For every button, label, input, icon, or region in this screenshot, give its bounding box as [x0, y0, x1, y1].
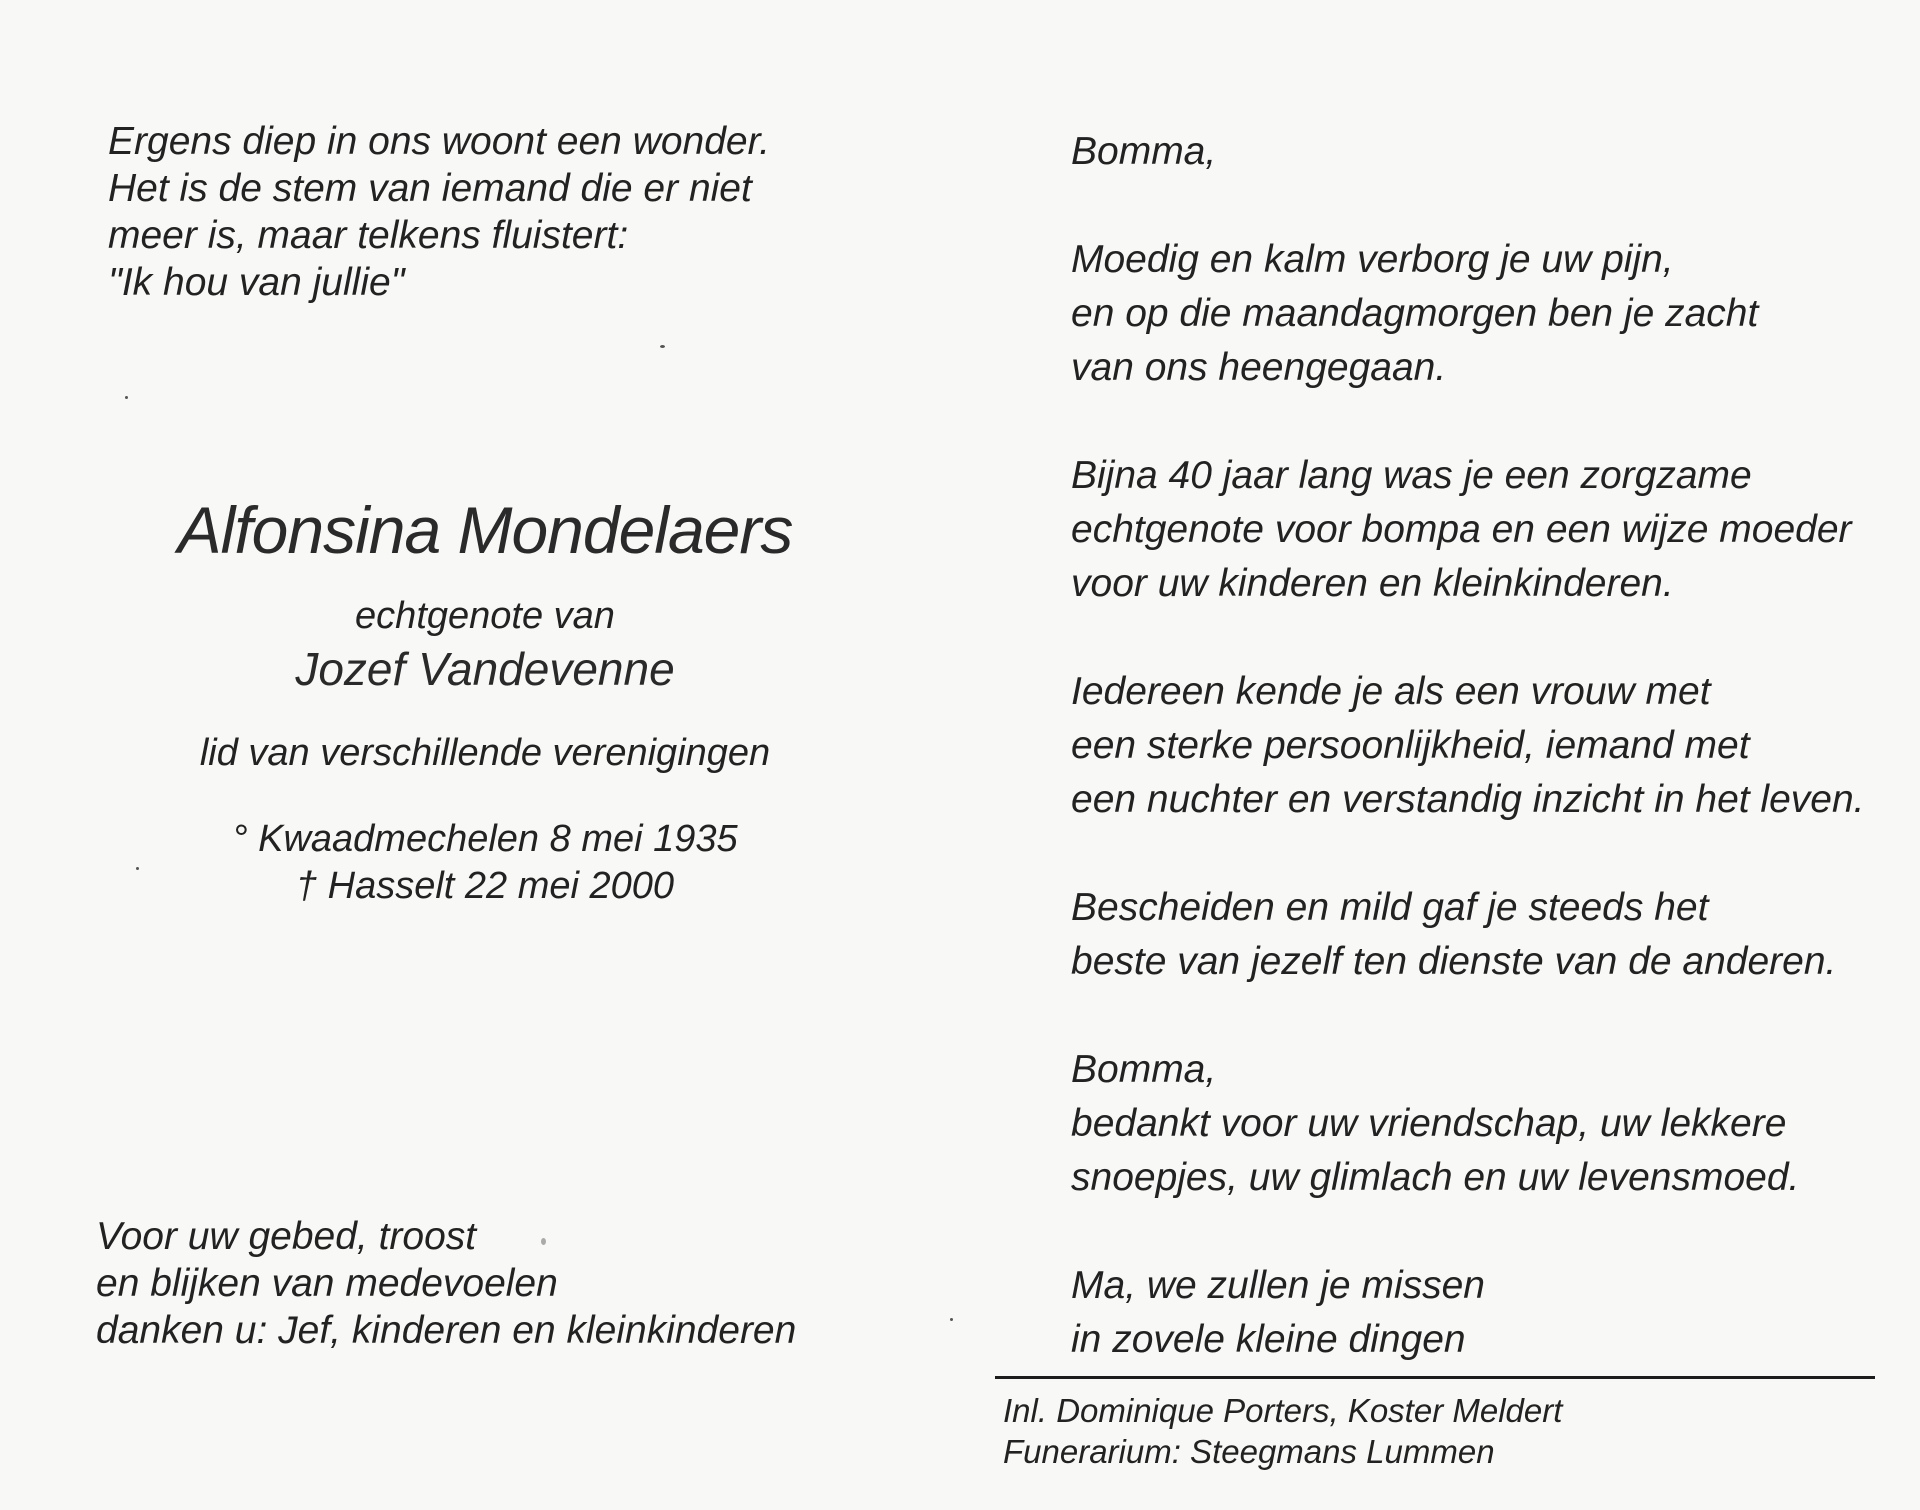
info-credit: Inl. Dominique Porters, Koster Meldert [1003, 1392, 1563, 1429]
message-line: Ma, we zullen je missen [1071, 1264, 1485, 1307]
thanks-line: en blijken van medevoelen [96, 1262, 558, 1305]
scan-speck [950, 1318, 953, 1321]
deceased-info [0, 490, 970, 910]
message-stanza [1071, 1259, 1865, 1367]
scan-speck [125, 396, 128, 399]
message-stanza [1071, 233, 1865, 395]
message-stanza [1071, 665, 1865, 827]
message-stanza [1071, 449, 1865, 611]
spouse-name: Jozef Vandevenne [295, 643, 675, 695]
opening-poem [108, 118, 770, 306]
poem-line: meer is, maar telkens fluistert: [108, 214, 629, 257]
message-line: bedankt voor uw vriendschap, uw lekkere [1071, 1102, 1787, 1145]
message-line: in zovele kleine dingen [1071, 1318, 1466, 1361]
message-line: een nuchter en verstandig inzicht in het leven. [1071, 778, 1865, 821]
divider-rule [995, 1376, 1875, 1379]
poem-line: "Ik hou van jullie" [108, 261, 405, 304]
membership-text: lid van verschillende verenigingen [199, 732, 771, 774]
message-line: Moedig en kalm verborg je uw pijn, [1071, 238, 1674, 281]
birth-date: ° Kwaadmechelen 8 mei 1935 [232, 818, 738, 860]
scan-speck [541, 1238, 546, 1245]
thanks-line: Voor uw gebed, troost [96, 1215, 477, 1258]
message-line: voor uw kinderen en kleinkinderen. [1071, 562, 1674, 605]
thanks-line: danken u: Jef, kinderen en kleinkinderen [96, 1309, 797, 1352]
message-line: Bescheiden en mild gaf je steeds het [1071, 886, 1709, 929]
funeral-home-credit: Funerarium: Steegmans Lummen [1003, 1433, 1495, 1470]
message-line: een sterke persoonlijkheid, iemand met [1071, 724, 1750, 767]
death-date: † Hasselt 22 mei 2000 [295, 865, 675, 907]
message-line: Bijna 40 jaar lang was je een zorgzame [1071, 454, 1752, 497]
credits [1003, 1390, 1562, 1472]
message-line: Bomma, [1071, 130, 1217, 173]
message-stanza [1071, 1043, 1865, 1205]
message-line: Bomma, [1071, 1048, 1217, 1091]
message-line: snoepjes, uw glimlach en uw levensmoed. [1071, 1156, 1800, 1199]
life-dates [0, 816, 970, 910]
poem-line: Ergens diep in ons woont een wonder. [108, 120, 770, 163]
scan-speck [660, 345, 665, 348]
scan-speck [136, 867, 139, 870]
poem-line: Het is de stem van iemand die er niet [108, 167, 752, 210]
message-line: en op die maandagmorgen ben je zacht [1071, 292, 1759, 335]
spouse-prefix: echtgenote van [355, 595, 615, 637]
message-line: Iedereen kende je als een vrouw met [1071, 670, 1711, 713]
message-line: van ons heengegaan. [1071, 346, 1447, 389]
message-line: echtgenote voor bompa en een wijze moeder [1071, 508, 1852, 551]
thanks-note [96, 1213, 796, 1354]
message-line: beste van jezelf ten dienste van de anderen. [1071, 940, 1837, 983]
deceased-name: Alfonsina Mondelaers [177, 493, 793, 567]
message-stanza [1071, 881, 1865, 989]
farewell-message [1071, 125, 1865, 1367]
message-stanza [1071, 125, 1865, 179]
